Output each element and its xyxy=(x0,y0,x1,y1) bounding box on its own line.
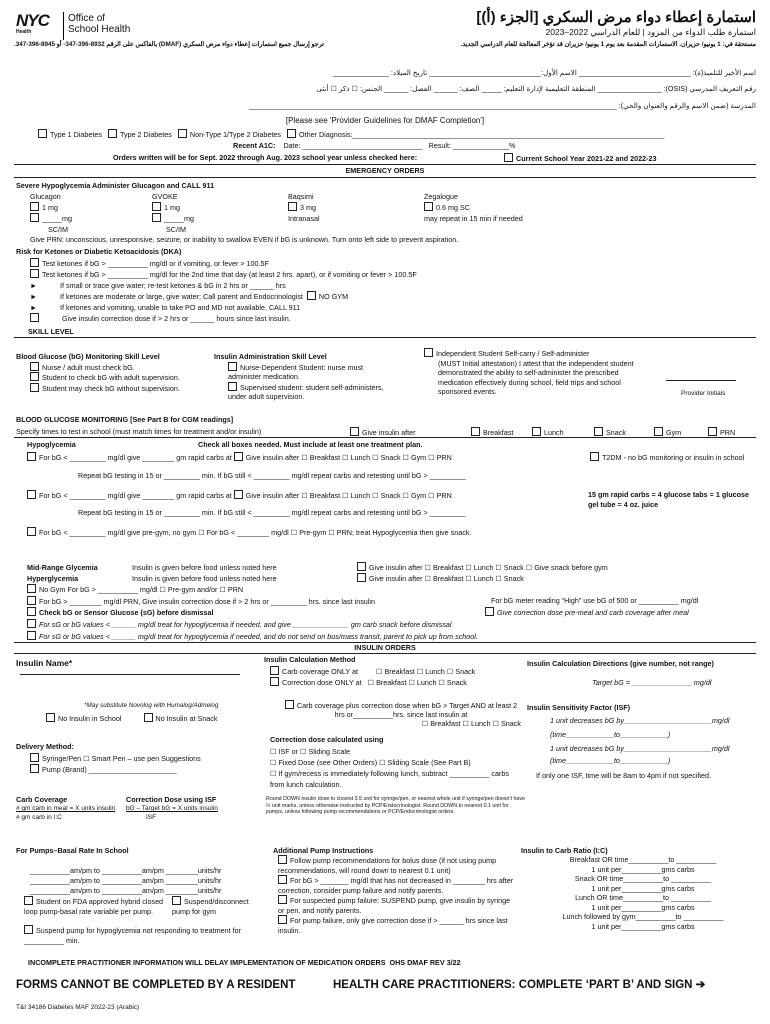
may-substitute: *May substitute Novolog with Humalog/Admelog xyxy=(84,702,219,709)
hypo-row-2-after-checkbox[interactable] xyxy=(234,490,243,499)
insulin-name-line[interactable] xyxy=(20,674,240,675)
divider xyxy=(14,437,756,438)
dka-test-2-checkbox[interactable] xyxy=(30,269,39,278)
hypo-row-3-checkbox[interactable] xyxy=(27,527,36,536)
guidelines-note: [Please see 'Provider Guidelines for DMAF Completion'] xyxy=(285,116,485,125)
calc-method-title: Insulin Calculation Method xyxy=(264,655,356,664)
add-4-checkbox[interactable] xyxy=(278,915,287,924)
divider xyxy=(14,337,756,338)
diagnosis-row: Type 1 Diabetes Type 2 Diabetes Non-Type 1/Type 2 Diabetes Other Diagnosis:______________________________________________________________________________ xyxy=(38,129,664,139)
insulin-heading: INSULIN ORDERS xyxy=(354,643,416,652)
calc-method-options: Carb coverage ONLY at ☐ Breakfast ☐ Lunch ☐ Snack Correction dose ONLY at ☐ Breakfast ☐ Lunch ☐ Snack xyxy=(270,666,475,688)
provider-initials-label: Provider Initials xyxy=(681,390,726,397)
add-pump-list: Follow pump recommendations for bolus dose (if not using pump recommendations, will round down to nearest 0.1 unit) For bG > _______ mg/dl that has not decreased in ________ hrs after correction, consider pump failure and notify parents. For suspected pump failure: SUSPEND pump, give insulin by syringe or pen, and notify parents. For pump failure, only give correction dose if > ______ hrs since last insulin. xyxy=(278,856,514,935)
no-gym-bg-checkbox[interactable] xyxy=(27,584,36,593)
give-correction-row: Give correction dose pre-meal and carb coverage after meal xyxy=(485,607,689,617)
hypo-row-1-checkbox[interactable] xyxy=(27,452,36,461)
carb-plus: Carb coverage plus correction dose when bG > Target AND at least 2 hrs or__________hrs. since last insulin at ☐ Breakfast ☐ Lunch ☐ Snack xyxy=(281,700,521,728)
independent-checkbox[interactable] xyxy=(424,348,433,357)
isf-title: Insulin Sensitivity Factor (ISF) xyxy=(527,703,631,712)
bgm-gym-checkbox[interactable] xyxy=(654,427,663,436)
dka-test-1-checkbox[interactable] xyxy=(30,258,39,267)
form-subtitle: استمارة طلب الدواء من المزود | للعام الدراسي 2022–2023 xyxy=(545,27,756,37)
t2dm-note: T2DM - no bG monitoring or insulin in school xyxy=(590,452,760,463)
student-osis-row[interactable]: رقم التعريف المدرسي (OSIS): ________________ المنطقة التعليمية لإدارة التعليم: _____ الصف: ______ الفصل: ______ الجنس: ☐ ذكر ☐ أنثى xyxy=(316,84,756,93)
calc-directions: Insulin Calculation Directions (give number, not range) xyxy=(527,659,714,668)
orders-written: Orders written will be for Sept. 2022 through Aug. 2023 school year unless checked here: xyxy=(113,153,418,162)
corr-calc-title: Correction dose calculated using xyxy=(270,735,384,744)
baqsimi-3mg-checkbox[interactable] xyxy=(288,202,297,211)
divider xyxy=(14,177,756,178)
suspend-hypo: Suspend pump for hypoglycemia not responding to treatment for __________ min. xyxy=(24,926,241,945)
fda-pump-checkbox[interactable] xyxy=(24,896,33,905)
carb-plus-checkbox[interactable] xyxy=(285,700,294,709)
ins-skill-nurse-checkbox[interactable] xyxy=(228,362,237,371)
provider-initials-line[interactable] xyxy=(666,380,736,381)
a1c-row: Recent A1C: Date: ______________________________ Result: ______________% xyxy=(233,141,516,150)
sg-1-checkbox[interactable] xyxy=(27,619,36,628)
meter-high[interactable]: For bG meter reading “High” use bG of 500 or __________ mg/dl xyxy=(491,596,699,605)
repeat-1[interactable]: Repeat bG testing in 15 or _________ min. If bG still < _________ mg/dl repeat carbs and retesting until bG > _________ xyxy=(78,471,466,480)
student-name-row[interactable]: اسم الأخير للتلميذ(ة): ____________________________ الاسم الأول:____________________________ تاريخ الميلاد: ______________ xyxy=(332,68,756,77)
corr-isf-label: Correction Dose using ISF xyxy=(126,795,217,804)
divider xyxy=(14,164,756,165)
icr-title: Insulin to Carb Ratio (I:C) xyxy=(521,846,608,855)
ins-skill-supervised-checkbox[interactable] xyxy=(228,382,237,391)
bg-skill-nurse-checkbox[interactable] xyxy=(30,362,39,371)
dka-title: Risk for Ketones or Diabetic Ketoacidosis (DKA) xyxy=(16,247,182,256)
hypo-label: Hypoglycemia xyxy=(27,440,76,449)
no-insulin-snack-checkbox[interactable] xyxy=(144,713,153,722)
basal-title: For Pumps–Basal Rate In School xyxy=(16,846,129,855)
zegalogue-checkbox[interactable] xyxy=(424,202,433,211)
current-year-option: Current School Year 2021-22 and 2022-23 xyxy=(504,153,657,163)
pump-checkbox[interactable] xyxy=(30,764,39,773)
add-1-checkbox[interactable] xyxy=(278,855,287,864)
round-down-note: Round DOWN insulin dose to closest 0.5 unit for syringe/pen, or nearest whole unit if syringe/pen doesn't have ½ unit marks, unless otherwise instructed by PCP/Endocrinologist. Round DOWN to nearest 0.1 unit for pumps, unless following pump recommendations or PCP/Endocrinologist orders. xyxy=(266,796,525,816)
sg-row-1: For sG or bG values < ______ mg/dl treat for hypoglycemia if needed, and give ______________ gm carb snack before dismissal xyxy=(27,619,452,629)
no-insulin-school-checkbox[interactable] xyxy=(46,713,55,722)
dka-correction-checkbox[interactable] xyxy=(30,313,39,322)
check-sensor-checkbox[interactable] xyxy=(27,607,36,616)
type2-checkbox[interactable] xyxy=(108,129,117,138)
isf-note: If only one ISF, time will be 8am to 4pm if not specified. xyxy=(536,771,711,780)
hcp-instructions: HEALTH CARE PRACTITIONERS: COMPLETE ‘PART B’ AND SIGN ➔ xyxy=(333,979,706,991)
independent-skill: Independent Student Self-carry / Self-administer (MUST Initial attestation) I attest that the independent student demonstrated the ability to self-administer the prescribed medication effectively during school, field trips and school sponsored events. xyxy=(424,348,634,397)
hypo-row-2: For bG < _________ mg/dl give ________ gm rapid carbs at Give insulin after ☐ Breakfast ☐ Lunch ☐ Snack ☐ Gym ☐ PRN xyxy=(27,490,452,500)
fda-pump: Student on FDA approved hybrid closed loop pump-basal rate variable per pump. xyxy=(24,897,164,916)
repeat-2[interactable]: Repeat bG testing in 15 or _________ min. If bG still < _________ mg/dl repeat carbs and retesting until bG > _________ xyxy=(78,508,466,517)
type1-checkbox[interactable] xyxy=(38,129,47,138)
carb-formula: # gm carb in meal = X units insulin # gm carb in I:C xyxy=(16,805,116,821)
sg-2-checkbox[interactable] xyxy=(27,631,36,640)
dka-list: Test ketones if bG > __________ mg/dl or if vomiting, or fever > 100.5F Test ketones if bG > __________ mg/dl for the 2nd time that day (at least 2 hrs. apart), or if vomiting or fever > 100.5F ► If small or trace give water; re-test ketones & bG in 2 hrs or ______ hrs ► If ketones are moderate or large, give water; Call parent and Endocrinologist NO GYM ► If ketones and vomiting, unable to take PO and MD not available, CALL 911 Give insulin correction dose if > 2 hrs or ______ hours since last insulin. xyxy=(30,259,417,323)
nyc-health-logo: NYC Health xyxy=(16,11,49,35)
suspend-gym-checkbox[interactable] xyxy=(172,896,181,905)
hypo-check-all: Check all boxes needed. Must include at least one treatment plan. xyxy=(198,440,423,449)
check-sensor-row: Check bG or Sensor Glucose (sG) before dismissal xyxy=(27,607,214,617)
hypo-row-1-after-checkbox[interactable] xyxy=(234,452,243,461)
bg-skill: Blood Glucose (bG) Monitoring Skill Level Nurse / adult must check bG. Student to check bG with adult supervision. Student may check bG without supervision. xyxy=(16,352,180,393)
other-diagnosis-checkbox[interactable] xyxy=(287,129,296,138)
prn-correction-checkbox[interactable] xyxy=(27,596,36,605)
midrange-labels: Mid-Range Glycemia Hyperglycemia xyxy=(27,563,98,583)
icr-rows[interactable]: Breakfast OR time__________to __________ 1 unit per__________gms carbs Snack OR time__________to __________ 1 unit per__________gms carbs Lunch OR time__________to __________ 1 unit per__________gms carbs Lunch followed by gym__________to __________ 1 unit per__________gms carbs xyxy=(562,855,724,931)
form-title: استمارة إعطاء دواء مرض السكري [الجزء (أ)] xyxy=(476,9,756,26)
glucagon-col: Glucagon 1 mg _____mg SC/IM xyxy=(30,192,72,234)
incomplete-warning: INCOMPLETE PRACTITIONER INFORMATION WILL DELAY IMPLEMENTATION OF MEDICATION ORDERS OHS DMAF REV 3/22 xyxy=(28,958,461,967)
suspend-gym: Suspend/disconnect pump for gym xyxy=(172,897,249,916)
bgm-lunch-checkbox[interactable] xyxy=(532,427,541,436)
add-2-checkbox[interactable] xyxy=(278,875,287,884)
form-code: T&I 34186 Diabetes MAF 2022-23 (Arabic) xyxy=(16,1004,140,1011)
delivery-options: Syringe/Pen ☐ Smart Pen – use pen Suggestions Pump (Brand) ______________________ xyxy=(30,753,201,775)
sg-row-2: For sG or bG values < ______ mg/dl treat for hypoglycemia if needed, and do not send on bus/mass transit, parent to pick up from school. xyxy=(27,631,478,641)
resident-warning: FORMS CANNOT BE COMPLETED BY A RESIDENT xyxy=(16,979,296,991)
correction-only-checkbox[interactable] xyxy=(270,677,279,686)
no-gym-row: No Gym For bG > __________ mg/dl ☐ Pre-gym and/or ☐ PRN xyxy=(27,584,243,594)
no-gym-checkbox[interactable] xyxy=(307,291,316,300)
bg-skill-supervised-checkbox[interactable] xyxy=(30,372,39,381)
suspend-hypo-checkbox[interactable] xyxy=(24,925,33,934)
hyper-after-checkbox[interactable] xyxy=(357,573,366,582)
hypo-row-1: For bG < _________ mg/dl give ________ gm rapid carbs at Give insulin after ☐ Breakfast ☐ Lunch ☐ Snack ☐ Gym ☐ PRN xyxy=(27,452,452,462)
corr-formula: bG – Target bG = X units insulin ISF xyxy=(126,805,218,821)
zegalogue-col: Zegalogue 0.6 mg SC may repeat in 15 min if needed xyxy=(424,192,523,223)
office-name: Office of School Health xyxy=(68,13,131,35)
target-bg[interactable]: Target bG = _______________ mg/dl xyxy=(592,678,712,687)
glucagon-1mg-checkbox[interactable] xyxy=(30,202,39,211)
insulin-skill: Insulin Administration Skill Level Nurse-Dependent Student: nurse must administer medication. Supervised student: student self-administers, under adult supervision. xyxy=(214,352,384,401)
bgm-specify: Specify times to test in school (must match times for treatment and/or insulin) Give insulin after Breakfast Lunch Snack Gym PRN xyxy=(16,427,736,437)
basal-rows[interactable]: __________am/pm to __________am/pm ________units/hr __________am/pm to __________am/pm ________units/hr __________am/pm to __________am/pm ________units/hr xyxy=(30,866,222,895)
no-insulin-row: No Insulin in School No Insulin at Snack xyxy=(46,713,217,723)
t2dm-checkbox[interactable] xyxy=(590,452,599,461)
gvoke-mg-checkbox[interactable] xyxy=(152,213,161,222)
carb-only-checkbox[interactable] xyxy=(270,666,279,675)
fifteen-gm-note: 15 gm rapid carbs = 4 glucose tabs = 1 glucose gel tube = 4 oz. juice xyxy=(588,490,749,509)
give-prn-text: Give PRN: unconscious, unresponsive, seizure, or inability to swallow EVEN if bG is unknown. Turn onto left side to prevent aspiration. xyxy=(30,235,459,244)
corr-calc-options: ☐ ISF or ☐ Sliding Scale ☐ Fixed Dose (see Other Orders) ☐ Sliding Scale (See Part B) ☐ If gym/recess is immediately following lunch, subtract __________ carbs from lunch calculation. xyxy=(270,747,509,789)
syringe-pen-checkbox[interactable] xyxy=(30,753,39,762)
current-year-checkbox[interactable] xyxy=(504,153,513,162)
carb-coverage-label: Carb Coverage xyxy=(16,795,68,804)
due-line: مستحقة في: 1 يونيو/ حزيران. الاستمارات المقدمة بعد يوم 1 يونيو/ حزيران قد تؤخر المعالجة للعام الدراسي الجديد. xyxy=(460,41,756,48)
gvoke-col: GVOKE 1 mg _____mg SC/IM xyxy=(152,192,194,234)
midrange-text: Insulin is given before food unless noted here Insulin is given before food unless noted here xyxy=(132,563,277,583)
fax-line: ترجو إرسال جميع استمارات إعطاء دواء مرض السكري (DMAF) بالفاكس على الرقم 8932-396-347- أو 8945-396-347. xyxy=(14,41,324,48)
isf-rows[interactable]: 1 unit decreases bG by______________________mg/dl (time____________to____________) 1 unit decreases bG by______________________mg/dl (time____________to____________) xyxy=(550,716,730,765)
add-pump-title: Additional Pump Instructions xyxy=(273,846,374,855)
gvoke-1mg-checkbox[interactable] xyxy=(152,202,161,211)
divider xyxy=(14,653,756,654)
logo-divider xyxy=(63,12,64,40)
skill-heading: SKILL LEVEL xyxy=(28,327,74,336)
hypo-row-2-checkbox[interactable] xyxy=(27,490,36,499)
delivery-label: Delivery Method: xyxy=(16,742,74,751)
severe-hypo-title: Severe Hypoglycemia Administer Glucagon and CALL 911 xyxy=(16,181,215,190)
hypo-row-3: For bG < _________ mg/dl give pre-gym, no gym ☐ For bG < ________ mg/dl ☐ Pre-gym ☐ PRN; treat Hypoglycemia then give snack. xyxy=(27,527,471,537)
bg-skill-independent-checkbox[interactable] xyxy=(30,383,39,392)
add-3-checkbox[interactable] xyxy=(278,895,287,904)
student-school-row[interactable]: المدرسة (ضمن الاسم والرقم والعنوان والحي): ____________________________________________________________________________________________ xyxy=(248,101,756,110)
bgm-insulin-after-checkbox[interactable] xyxy=(350,427,359,436)
nontype-checkbox[interactable] xyxy=(178,129,187,138)
bgm-snack-checkbox[interactable] xyxy=(594,427,603,436)
midrange-after-checkbox[interactable] xyxy=(357,562,366,571)
give-correction-checkbox[interactable] xyxy=(485,607,494,616)
glucagon-mg-checkbox[interactable] xyxy=(30,213,39,222)
bgm-title: BLOOD GLUCOSE MONITORING [See Part B for CGM readings] xyxy=(16,415,234,424)
bgm-prn-checkbox[interactable] xyxy=(708,427,717,436)
baqsimi-col: Baqsimi 3 mg Intranasal xyxy=(288,192,320,223)
emergency-heading: EMERGENCY ORDERS xyxy=(345,166,425,175)
midrange-options: Give insulin after ☐ Breakfast ☐ Lunch ☐ Snack ☐ Give snack before gym Give insulin after ☐ Breakfast ☐ Lunch ☐ Snack xyxy=(357,562,608,584)
bgm-breakfast-checkbox[interactable] xyxy=(471,427,480,436)
insulin-name-label: Insulin Name* xyxy=(16,658,73,668)
prn-correction-row: For bG > ________ mg/dl PRN, Give insulin correction dose if > 2 hrs or _________ hrs. since last insulin xyxy=(27,596,375,606)
